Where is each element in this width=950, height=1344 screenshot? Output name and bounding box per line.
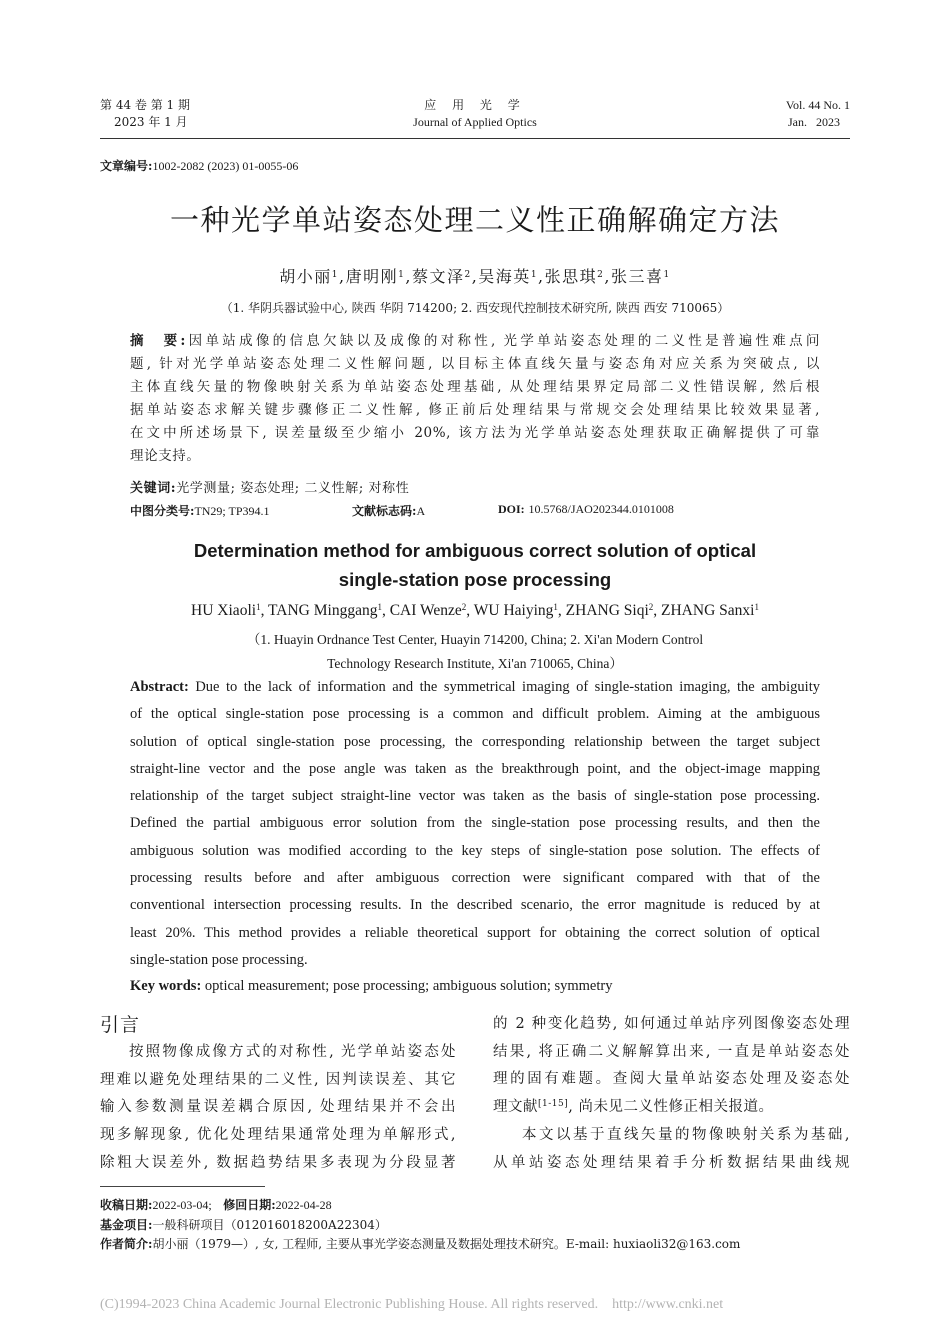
title-en-line: single-station pose processing [338,569,612,590]
clc-value: TN29; TP394.1 [194,504,270,518]
journal-name-en: Journal of Applied Optics [413,115,537,129]
abstract-cn-line: 因单站成像的信息欠缺以及成像的对称性, 光学单站姿态处理的二义性是普遍性难点问 [185,333,820,349]
keywords-cn-value: 光学测量; 姿态处理; 二义性解; 对称性 [176,481,410,496]
footnotes [100,1196,850,1255]
doc-code-label: 文献标志码: [352,504,417,518]
journal-name [375,97,575,131]
title-en-line: Determination method for ambiguous correct solution of optical [193,540,757,561]
abstract-en-line: solution of optical single-station pose processing, the corresponding relationship between the target subject [130,733,820,750]
doi-label: DOI: [498,502,525,516]
body-line: 理难以避免处理结果的二义性, 因判读误差、其它 [100,1071,456,1088]
author-en: CAI Wenze$^2$, [389,602,474,619]
footnote-author: 作者简介:胡小丽（1979—）, 女, 工程师, 主要从事光学姿态测量及数据处理技术研究。E-mail: huxiaoli32@163.com [100,1237,741,1251]
body-line: 现多解现象, 优化处理结果通常处理为单解形式, [100,1127,456,1144]
abstract-en-line: of the optical single-station pose processing is a common and difficult problem. Aiming at the ambiguous [130,706,820,723]
body-line: 的 2 种变化趋势, 如何通过单站序列图像姿态处理 [493,1016,850,1032]
keywords-cn-label: 关键词: [130,481,177,496]
section-heading-intro: 引言 [100,1014,141,1036]
copyright-notice: (C)1994-2023 China Academic Journal Electronic Publishing House. All rights reserved. http://www.cnki.net [100,1297,724,1312]
author-cn: 唐明刚$^1$, [345,267,412,286]
abstract-cn-line: 主体直线矢量的物像映射关系为单站姿态处理基础, 从处理结果界定局部二义性错误解, 然后根 [130,379,820,395]
article-number [100,157,298,174]
author-cn: 蔡文泽$^2$, [411,267,479,286]
header-volume-cn [100,97,260,131]
header-date-cn: 2023 年 1 月 [114,115,188,129]
abstract-en-line: relationship of the target subject straight-line vector was taken as the basis of single-station pose processing. [130,788,820,805]
abstract-en-line: straight-line vector and the pose angle was taken as the breakthrough point, and the object-image mapping [130,760,820,777]
body-line: 结果, 将正确二义解解算出来, 一直是单站姿态处 [493,1043,850,1060]
body-line: 按照物像成像方式的对称性, 光学单站姿态处 [129,1044,456,1060]
title-cn: 一种光学单站姿态处理二义性正确解确定方法 [169,203,780,237]
keywords-en-value: optical measurement; pose processing; ambiguous solution; symmetry [204,978,613,994]
abstract-cn-line: 理论支持。 [130,448,201,464]
author-en: WU Haiying$^1$, [473,602,566,619]
author-en: ZHANG Sanxi$^1$ [661,602,759,619]
header-rule [100,138,850,139]
abstract-cn-line: 据单站姿态求解关键步骤修正二义性解, 修正前后处理结果与常规交会处理结果比较效果显著, [130,402,820,418]
affiliation-en-line: （1. Huayin Ordnance Test Center, Huayin 714200, China; 2. Xi'an Modern Control [246,632,704,647]
abstract-en-line: conventional intersection processing results. In the described scenario, the error magnitude is reduced by at [130,897,820,914]
affiliation-en-line: Technology Research Institute, Xi'an 710065, China） [327,655,623,671]
keywords-en-label: Key words: [130,978,202,994]
abstract-en [130,674,820,974]
header-date-en: Jan. 2023 [788,115,840,129]
clc-label: 中图分类号: [130,504,195,518]
authors-cn [100,264,850,287]
intro-left-column [100,1039,456,1178]
abstract-en-line: single-station pose processing. [130,951,308,968]
affiliation-en [100,628,850,675]
article-number-value: 1002-2082 (2023) 01-0055-06 [152,159,299,173]
abstract-cn-label: 摘 要: [130,333,186,349]
header-volume-en [690,97,850,131]
body-line: 理的固有难题。查阅大量单站姿态处理及姿态处 [493,1071,850,1088]
affiliation-cn: （1. 华阴兵器试验中心, 陕西 华阴 714200; 2. 西安现代控制技术研究所, 陕西 西安 710065） [220,301,730,315]
footnote-fund: 基金项目:一般科研项目（012016018200A22304） [100,1217,387,1232]
footnote-rule [100,1186,265,1187]
abstract-en-line: ambiguous solution was modified according to the key steps of single-station pose solution. The effects of [130,842,820,859]
header-volume-en-text: Vol. 44 No. 1 [785,98,850,112]
author-cn: 张三喜$^1$ [610,267,671,286]
abstract-en-label: Abstract: [130,679,189,695]
authors-en [100,602,850,620]
abstract-en-line: least 20%. This method provides a reliable theoretical support for obtaining the correct solution of optical [130,924,820,941]
author-en: ZHANG Siqi$^2$, [565,602,662,619]
keywords-en [130,973,820,1000]
author-cn: 胡小丽$^1$, [279,267,346,286]
author-en: TANG Minggang$^1$, [268,602,390,619]
abstract-cn-line: 题, 针对光学单站姿态处理二义性解问题, 以目标主体直线矢量与姿态角对应关系为突破点, 以 [130,356,820,372]
abstract-en-line: processing results before and after ambiguous correction were significant compared with that of the [130,870,820,887]
title-en [100,536,850,594]
abstract-en-line: Defined the partial ambiguous error solution from the single-station pose processing results, and then the [130,815,820,832]
doi-value: 10.5768/JAO202344.0101008 [528,502,674,516]
abstract-en-line: Due to the lack of information and the symmetrical imaging of single-station imaging, the ambiguity [195,679,820,695]
body-line: 理文献[1-15], 尚未见二义性修正相关报道。 [493,1099,774,1116]
doc-code-value: A [416,504,426,518]
journal-name-cn: 应 用 光 学 [424,98,526,112]
author-cn: 张思琪$^2$, [544,267,611,286]
footnote-dates: 收稿日期:2022-03-04; 修回日期:2022-04-28 [100,1198,332,1212]
body-line: 从单站姿态处理结果着手分析数据结果曲线规 [493,1154,850,1171]
body-line: 本文以基于直线矢量的物像映射关系为基础, [522,1126,850,1143]
keywords-cn [130,477,409,496]
body-line: 输入参数测量误差耦合原因, 处理结果并不会出 [100,1099,456,1116]
body-line: 除粗大误差外, 数据趋势结果多表现为分段显著 [100,1154,456,1171]
author-en: HU Xiaoli$^1$, [191,602,269,619]
header-volume: 第 44 卷 第 1 期 [100,98,190,112]
author-cn: 吴海英$^1$, [478,267,545,286]
intro-right-column [493,1011,850,1177]
abstract-cn [130,330,820,468]
article-number-label: 文章编号: [100,159,153,173]
abstract-cn-line: 在文中所述场景下, 误差量级至少缩小 20%, 该方法为光学单站姿态处理获取正确解提供了可靠 [130,425,820,441]
citation[interactable]: [1-15] [538,1099,569,1110]
